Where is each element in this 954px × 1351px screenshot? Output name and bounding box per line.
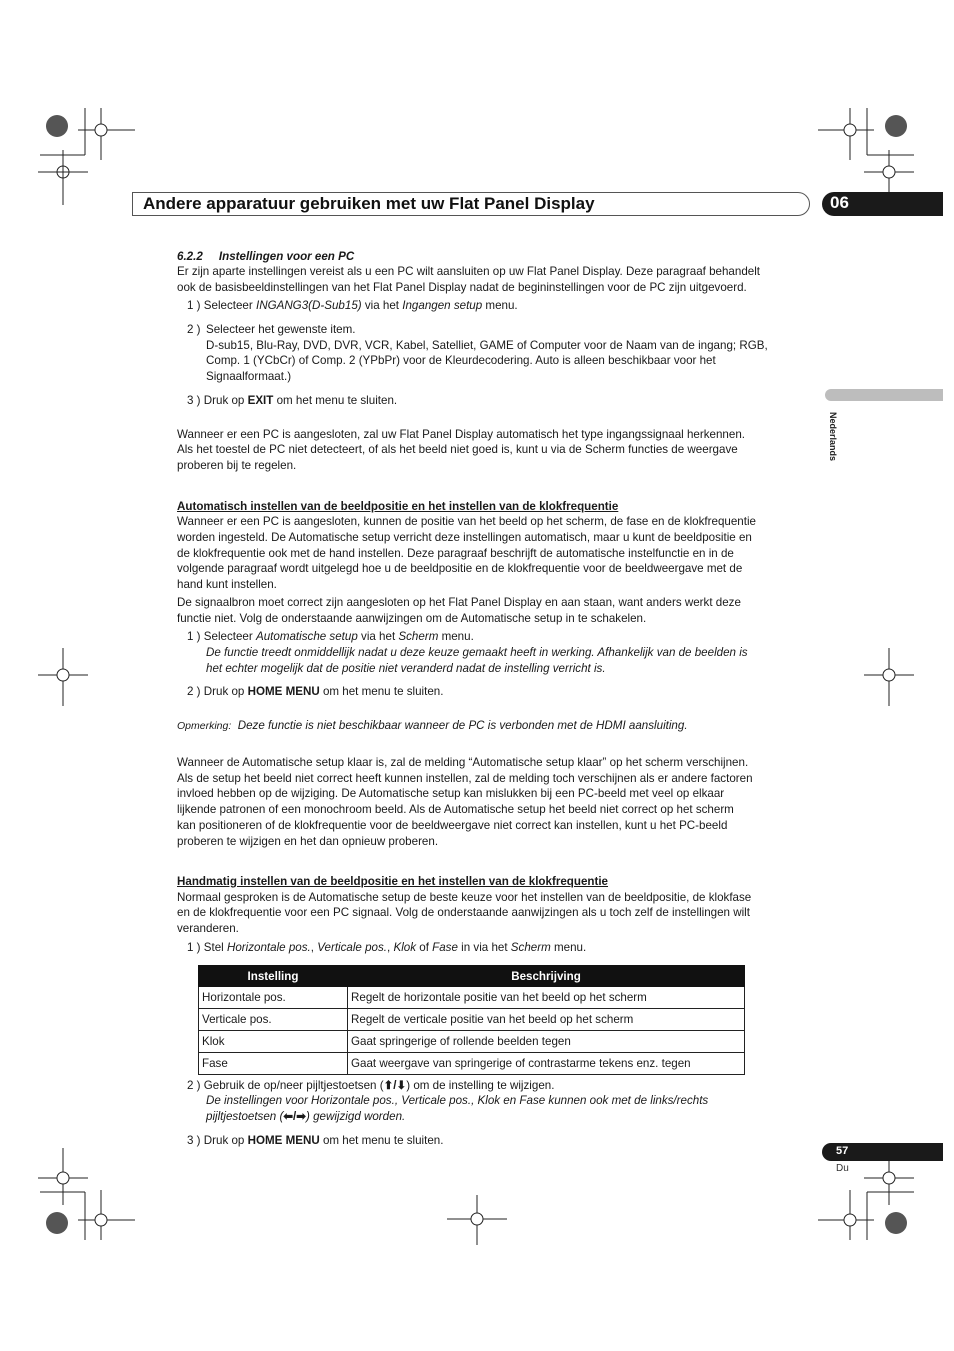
- paragraph-line: Normaal gesproken is de Automatische setup de beste keuze voor het instellen van de beeldpositie, de klokfase: [177, 891, 752, 904]
- step-item: 3 ) Druk op HOME MENU om het menu te sluiten.: [187, 1134, 444, 1147]
- column-header: Instelling: [199, 966, 348, 987]
- table-cell: Gaat weergave van springerige of contrastarme tekens enz. tegen: [348, 1053, 745, 1075]
- paragraph-line: Wanneer er een PC is aangesloten, zal uw Flat Panel Display automatisch het type ingangssignaal herkennen.: [177, 428, 745, 441]
- table-header-row: [199, 966, 745, 987]
- step-note: De functie treedt onmiddellijk nadat u deze keuze gemaakt heeft in werking. Afhankelijk van de beelden is: [206, 646, 748, 659]
- table-cell: Klok: [199, 1031, 348, 1053]
- step-note: pijltjestoetsen (⬅/➡) gewijzigd worden.: [206, 1110, 406, 1123]
- paragraph-line: veranderen.: [177, 922, 239, 935]
- page-language-code: Du: [836, 1163, 849, 1174]
- section-heading: [177, 249, 354, 265]
- step-number: 3 ): [187, 1134, 201, 1147]
- table-row: [199, 987, 745, 1009]
- chapter-number: 06: [830, 193, 849, 212]
- step-item: 1 ) Stel Horizontale pos., Verticale pos., Klok of Fase in via het Scherm menu.: [187, 941, 587, 954]
- section-number: 6.2.2: [177, 250, 203, 263]
- step-item: 2 ) Druk op HOME MENU om het menu te sluiten.: [187, 685, 444, 698]
- table-cell: Horizontale pos.: [199, 987, 348, 1009]
- step-line: Selecteer het gewenste item.: [206, 323, 356, 336]
- table-cell: Gaat springerige of rollende beelden tegen: [348, 1031, 745, 1053]
- paragraph-line: lijkende patronen of een monochroom beeld. Als de Automatische setup het beeld niet correct op het scherm: [177, 803, 734, 816]
- paragraph-line: invloed hebben op de wijziging. De Automatische setup kan mislukken bij een PC-beeld met veel op elkaar: [177, 787, 725, 800]
- step-line: Comp. 1 (YCbCr) of Comp. 2 (YPbPr) voor de Kleurdecodering. Auto is alleen beschikbaar voor het: [206, 354, 716, 367]
- chapter-title: Andere apparatuur gebruiken met uw Flat Panel Display: [143, 194, 595, 213]
- paragraph-line: functie niet. Volg de onderstaande aanwijzingen om de Automatische setup in te schakelen.: [177, 612, 647, 625]
- step-number: 1 ): [187, 941, 201, 954]
- paragraph-line: proberen te wijzigen en het dan opnieuw proberen.: [177, 835, 439, 848]
- paragraph-line: worden ingesteld. De Automatische setup verricht deze instellingen automatisch, maar u kunt de beeldpositie en: [177, 531, 752, 544]
- paragraph-line: De signaalbron moet correct zijn aangesloten op het Flat Panel Display en aan staan, want anders werkt deze: [177, 596, 741, 609]
- auto-heading: Automatisch instellen van de beeldpositie en het instellen van de klokfrequentie: [177, 500, 619, 513]
- step-number: 1 ): [187, 630, 201, 643]
- language-tab: [825, 389, 943, 401]
- paragraph-line: Wanneer er een PC is aangesloten, kunnen de positie van het beeld op het scherm, de fase en de klokfrequentie: [177, 515, 756, 528]
- left-right-arrow-icon: ⬅/➡: [283, 1110, 306, 1123]
- remark-text: Deze functie is niet beschikbaar wanneer de PC is verbonden met de HDMI aansluiting.: [237, 719, 688, 732]
- remark-label: Opmerking:: [177, 720, 232, 732]
- table-cell: Fase: [199, 1053, 348, 1075]
- step-line: D-sub15, Blu-Ray, DVD, DVR, VCR, Kabel, Satelliet, GAME of Computer voor de Naam van de ingang; RGB,: [206, 339, 768, 352]
- language-label: Nederlands: [828, 412, 838, 462]
- step-number: 2 ): [187, 1079, 201, 1092]
- table-row: [199, 1009, 745, 1031]
- page-number-tab: [822, 1143, 943, 1161]
- table-row: [199, 1053, 745, 1075]
- manual-heading: Handmatig instellen van de beeldpositie en het instellen van de klokfrequentie: [177, 875, 609, 888]
- paragraph-line: Als het toestel de PC niet detecteert, of als het beeld niet goed is, kunt u via de Scherm functies de weergave: [177, 443, 738, 456]
- step-item: 1 ) Selecteer INGANG3(D-Sub15) via het Ingangen setup menu.: [187, 299, 518, 312]
- paragraph-line: en de klokfrequentie voor een PC signaal. Volg de onderstaande aanwijzingen als u toch zelf de instellingen wilt: [177, 906, 750, 919]
- table-cell: Verticale pos.: [199, 1009, 348, 1031]
- table-row: [199, 1031, 745, 1053]
- chapter-title-bar: [132, 192, 810, 216]
- intro-line: ook de basisbeeldinstellingen van het Flat Panel Display nadat de begininstellingen voor de PC zijn uitgevoerd.: [177, 281, 747, 294]
- page-number: 57: [836, 1145, 849, 1157]
- step-number: 3 ): [187, 394, 201, 407]
- settings-table: [198, 965, 745, 1075]
- chapter-number-tab: [822, 192, 943, 216]
- paragraph-line: kan positioneren of de klokfrequentie voor de beeldweergave niet correct kan instellen, kunt u het PC-beeld: [177, 819, 728, 832]
- step-number: 2 ): [187, 685, 201, 698]
- step-number: 2 ): [187, 323, 201, 336]
- paragraph-line: hand kunt instellen.: [177, 578, 277, 591]
- paragraph-line: volgende paragraaf wordt uitgelegd hoe u de beeldpositie en de klokfrequentie voor de beeldweergave met de: [177, 562, 743, 575]
- step-note: De instellingen voor Horizontale pos., Verticale pos., Klok en Fase kunnen ook met de links/rechts: [206, 1094, 709, 1107]
- up-down-arrow-icon: ⬆/⬇: [383, 1079, 407, 1092]
- column-header: Beschrijving: [348, 966, 745, 987]
- step-number: 1 ): [187, 299, 201, 312]
- step-note: het echter mogelijk dat de positie niet veranderd nadat de instelling verricht is.: [206, 662, 606, 675]
- paragraph-line: Wanneer de Automatische setup klaar is, zal de melding “Automatische setup klaar” op het scherm verschijnen.: [177, 756, 749, 769]
- section-title: Instellingen voor een PC: [218, 250, 355, 263]
- intro-line: Er zijn aparte instellingen vereist als u een PC wilt aansluiten op uw Flat Panel Display. Deze paragraaf behandelt: [177, 265, 761, 278]
- step-line: Signaalformaat.): [206, 370, 292, 383]
- step-item: 2 ) Gebruik de op/neer pijltjestoetsen (⬆/⬇) om de instelling te wijzigen.: [187, 1079, 555, 1092]
- table-cell: Regelt de horizontale positie van het beeld op het scherm: [348, 987, 745, 1009]
- paragraph-line: Als de setup het beeld niet correct heeft kunnen instellen, zal de melding toch verschijnen als er andere factoren: [177, 772, 753, 785]
- paragraph-line: de klokfrequentie ook met de hand instellen. Deze paragraaf beschrijft de automatische instelfunctie en in de: [177, 547, 734, 560]
- table-cell: Regelt de verticale positie van het beeld op het scherm: [348, 1009, 745, 1031]
- step-item: 3 ) Druk op EXIT om het menu te sluiten.: [187, 394, 398, 407]
- step-item: 1 ) Selecteer Automatische setup via het Scherm menu.: [187, 630, 474, 643]
- paragraph-line: proberen bij te regelen.: [177, 459, 297, 472]
- remark: [177, 718, 688, 735]
